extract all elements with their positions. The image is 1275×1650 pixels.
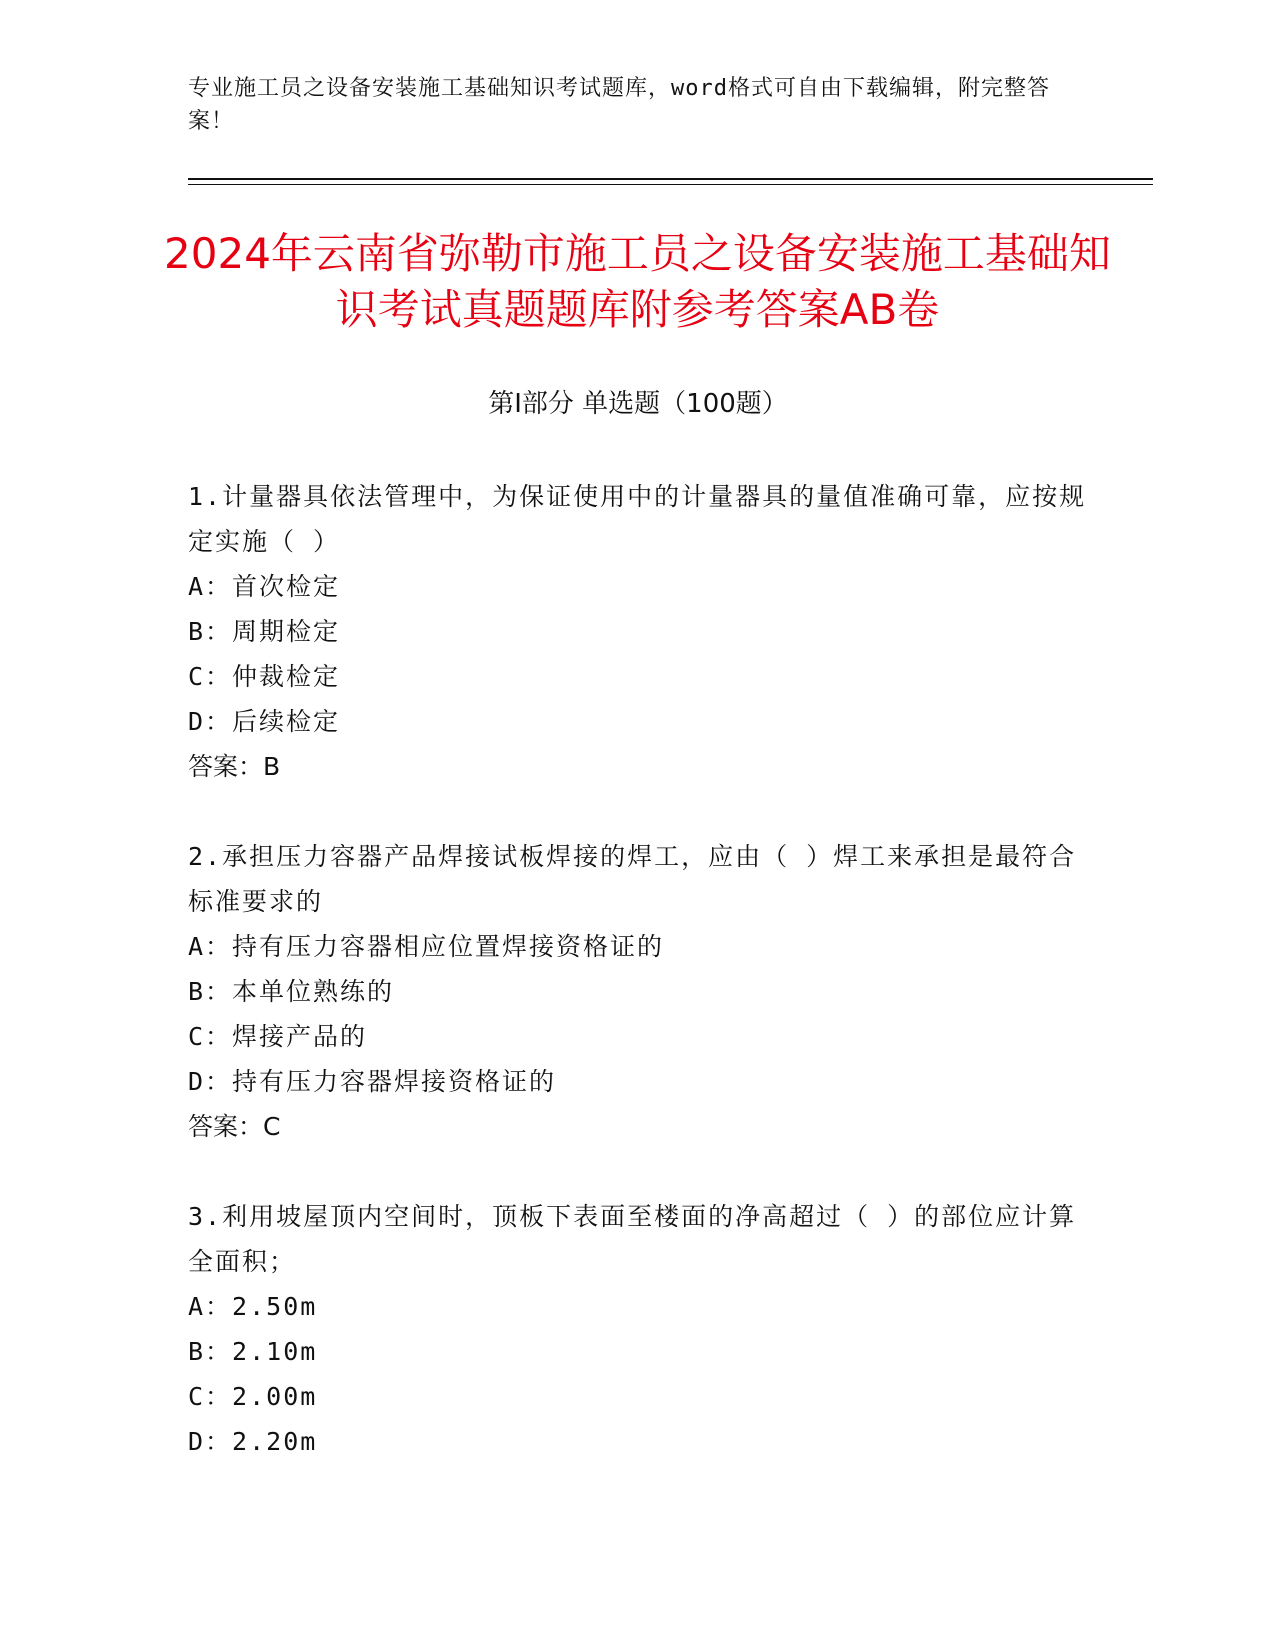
document-title: 2024年云南省弥勒市施工员之设备安装施工基础知识考试真题题库附参考答案AB卷 (164, 229, 1111, 334)
question-1 (188, 474, 1088, 789)
header-divider-thin (188, 184, 1153, 185)
answer-line: 答案：B (188, 752, 281, 781)
question-stem: 1.计量器具依法管理中，为保证使用中的计量器具的量值准确可靠，应按规定实施（ ） (188, 482, 1087, 556)
question-2 (188, 834, 1088, 1149)
option-c: C：2.00m (188, 1382, 318, 1411)
option-a: A：首次检定 (188, 572, 341, 601)
option-b: B：2.10m (188, 1337, 318, 1366)
option-b: B：周期检定 (188, 617, 341, 646)
answer-line: 答案：C (188, 1112, 281, 1141)
question-stem: 2.承担压力容器产品焊接试板焊接的焊工，应由（ ）焊工来承担是最符合标准要求的 (188, 842, 1077, 916)
header-note: 专业施工员之设备安装施工基础知识考试题库，word格式可自由下载编辑，附完整答案！ (188, 76, 1050, 134)
option-a: A：持有压力容器相应位置焊接资格证的 (188, 932, 665, 961)
question-list (188, 474, 1088, 1509)
section-title: 第I部分 单选题（100题） (488, 389, 788, 419)
option-d: D：2.20m (188, 1427, 318, 1456)
option-a: A：2.50m (188, 1292, 318, 1321)
option-b: B：本单位熟练的 (188, 977, 395, 1006)
option-c: C：焊接产品的 (188, 1022, 368, 1051)
option-d: D：持有压力容器焊接资格证的 (188, 1067, 557, 1096)
option-d: D：后续检定 (188, 707, 341, 736)
question-3 (188, 1194, 1088, 1464)
question-stem: 3.利用坡屋顶内空间时，顶板下表面至楼面的净高超过（ ）的部位应计算全面积； (188, 1202, 1077, 1276)
option-c: C：仲裁检定 (188, 662, 341, 691)
header-divider-thick (188, 178, 1153, 180)
